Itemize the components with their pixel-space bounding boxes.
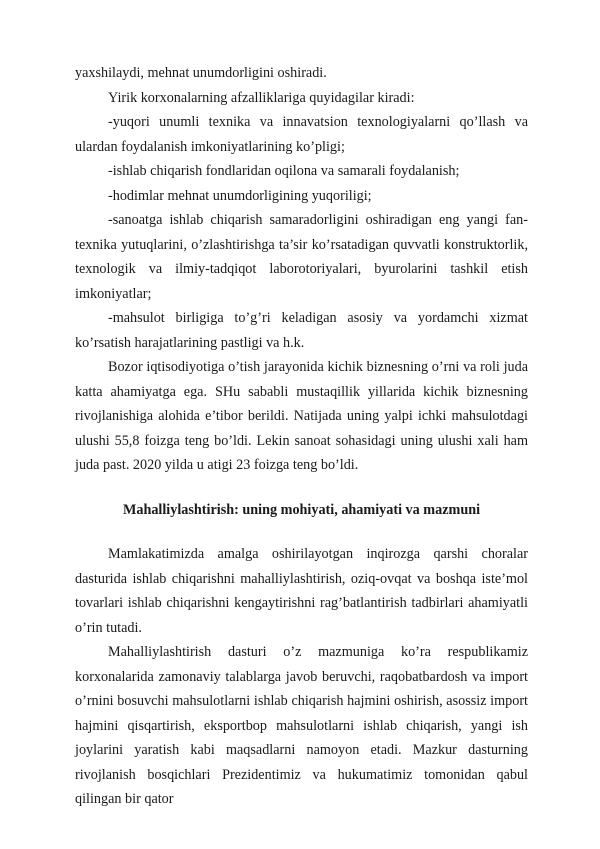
paragraph-section: Mahalliylashtirish dasturi o’z mazmuniga ko’ra respublikamiz korxonalarida zamonaviy talablarga javob beruvchi, raqobatbardosh va import o’rnini bosuvchi mahsulotlarni ishlab chiqarish hajmini oshirish, asossiz import hajmini qisqartirish, eksportbop mahsulotlarni ishlab chiqarish, yangi ish joylarini yaratish kabi maqsadlarni namoyon etadi. Mazkur dasturning rivojlanish bosqichlari Prezidentimiz va hukumatimiz tomonidan qabul qilingan bir qator [75,644,528,807]
paragraph-small-business: Bozor iqtisodiyotiga o’tish jarayonida kichik biznesning o’rni va roli juda katta ahamiyatga ega. SHu sababli mustaqillik yillarida kichik biznesning rivojlanishiga alohida e’tibor berildi. Natijada uning yalpi ichki mahsulotdagi ulushi 55,8 foizga teng bo’ldi. Lekin sanoat sohasidagi uning ulushi xali ham juda past. 2020 yilda u atigi 23 foizga teng bo’ldi. [75,359,528,473]
paragraph-list-intro: Yirik korxonalarning afzalliklariga quyidagilar kiradi: [108,89,415,106]
document-body [75,61,528,812]
list-item: -ishlab chiqarish fondlaridan oqilona va samarali foydalanish; [108,163,460,179]
paragraph-section: Mamlakatimizda amalga oshirilayotgan inqirozga qarshi choralar dasturida ishlab chiqarishni mahalliylashtirish, oziq-ovqat va boshqa iste’mol tovarlari ishlab chiqarishni kengaytirishni rag’batlantirish tadbirlari ahamiyatli o’rin tutadi. [75,546,528,636]
list-item: -yuqori unumli texnika va innavatsion texnologiyalarni qo’llash va ulardan foydalanish imkoniyatlarining ko’pligi; [75,114,528,155]
list-item: -sanoatga ishlab chiqarish samaradorligini oshiradigan eng yangi fan-texnika yutuqlarini, o’zlashtirishga ta’sir ko’rsatadigan quvvatli konstruktorlik, texnologik va ilmiy-tadqiqot laborotoriyalari, byurolarini tashkil etish imkoniyatlar; [75,212,528,302]
list-item: -mahsulot birligiga to’g’ri keladigan asosiy va yordamchi xizmat ko’rsatish harajatlarining pastligi va h.k. [75,310,528,351]
paragraph-continuation: yaxshilaydi, mehnat unumdorligini oshiradi. [75,65,327,81]
section-heading: Mahalliylashtirish: uning mohiyati, ahamiyati va mazmuni [122,501,481,518]
list-item: -hodimlar mehnat unumdorligining yuqoriligi; [108,187,372,204]
